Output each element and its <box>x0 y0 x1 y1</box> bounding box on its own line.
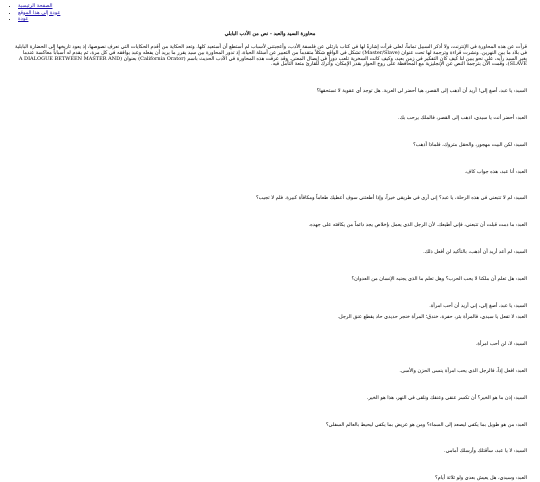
dialogue-line-slave: العبد: أنا عبد، هذه جواب كاف. <box>464 168 527 175</box>
nav-link-home[interactable]: الصفحة الرئيسية <box>18 3 53 9</box>
dialogue-line-slave: العبد: أحضر أنت يا سيدي، اذهب إلى القصر، فالملك يرحب بك. <box>397 114 527 121</box>
page-title: محاورة السيد والعبد - نص من الأدب البابلي <box>224 31 316 37</box>
dialogue-line-master: السيد: لم أعد أريد أن أذهب، بالتأكيد لن أفعل ذلك. <box>423 248 527 255</box>
article-body <box>14 45 527 482</box>
intro-paragraph: قرأت عن هذه المحاورة في الإنترنت، ولا أذكر السبيل تماماً، لعلي قرأت إشارةً لها في كتاب بارثلي عن فلسفة الأدب، وأعجبتني لأسباب لم أستطع أن أستعيد كلها. وتعد الحكاية من أقدم الحكايات التي نعرف نصوصها، إذ يعود تاريخها إلى الحضارة البابلية في بلاد ما بين النهرين. ونشرت قراءة وترجمة لها تحت عنوان (Master/Slave) تشكل في الواقع شكلاً متقدماً من التعبير عن أسئلة الحياة، إذ تدور المحاورة بين سيد يقرر ما يريد أن يفعله وعبد يوافقه في كل مرة، ثم يقدم له أسباباً معاكسة عندما يغير السيد رأيه، على نحو يبين لنا كيف كان التفكير في زمن بعيد، وكيف كانت السخرية تلعب دوراً في إيصال المعنى. وقد عرفت هذه المحاورة في الأدب الحديث باسم (California Orator) بعنوان (A DIALOGUE BETWEEN MASTER AND SLAVE)، وقمت الآن بترجمة النص عن الإنجليزية مع المحافظة على روح الحوار بقدر الإمكان، وأترك للقارئ متعة التأمل فيه. <box>14 44 527 68</box>
dialogue-line-master: السيد: يا عبد، أصغ إلي، إني أريد أن أحب امرأة. <box>429 302 527 309</box>
dialogue-line-master: السيد: إذن ما هو الخير؟ أن تكسر عنقي وعنقك ونلقى في النهر، هذا هو الخير. <box>366 394 527 401</box>
dialogue-line-master: السيد: يا عبد، أصغ إلي! أريد أن أذهب إلى القصر، هيا أحضر لي العربة. هل توجد أي عقوبة لا تستحقها؟ <box>316 88 527 95</box>
dialogue-line-slave: العبد: ما دمت قبلت أن تتبعني، فإني أطيعك. لأن الرجل الذي يعمل بإخلاص يجد دائماً من يكافئه على جهده. <box>308 222 527 229</box>
nav-link-site[interactable]: عودة إلى هذا الموقع <box>18 9 61 16</box>
dialogue-line-master: السيد: لا يا عبد، سأقتلك وأرسلك أمامي. <box>443 448 527 455</box>
dialogue-line-slave: العبد: وسيدي، هل يعيش بعدي ولو ثلاثة أيام؟ <box>434 475 527 482</box>
dialogue-line-slave: العبد: لا تفعل يا سيدي، فالمرأة بئر، حفرة، خندق؛ المرأة خنجر حديدي حاد يقطع عنق الرجل. <box>337 314 527 321</box>
dialogue <box>14 89 527 482</box>
nav-link-back[interactable]: عودة <box>18 16 29 22</box>
dialogue-line-slave: العبد: افعل إذاً، فالرجل الذي يحب امرأة ينسى الحزن والأسى. <box>399 367 527 374</box>
dialogue-line-master: السيد: لم لا تتبعني في هذه الرحلة، يا عبد؟ إني أرى في طريقي خيراً، وإذا أطعتني سوف أعطيك طعاماً ومكافأة كبيرة. فلم لا تجيب؟ <box>255 195 527 202</box>
nav-item-back <box>18 16 60 23</box>
dialogue-line-master: السيد: لكن البيت مهجور، والحقل متروك، فلماذا أذهب؟ <box>413 141 527 148</box>
dialogue-line-master: السيد: لا، لن أحب امرأة. <box>475 341 527 348</box>
nav-list <box>11 3 60 23</box>
dialogue-line-slave: العبد: من هو طويل بما يكفي ليصعد إلى السماء؟ ومن هو عريض بما يكفي ليحيط بالعالم السفلي؟ <box>325 421 527 428</box>
dialogue-line-slave: العبد: هل تعلم أن ملكنا لا يحب الحرب؟ وهل تعلم ما الذي يجنيه الإنسان من العدوان؟ <box>351 275 527 282</box>
